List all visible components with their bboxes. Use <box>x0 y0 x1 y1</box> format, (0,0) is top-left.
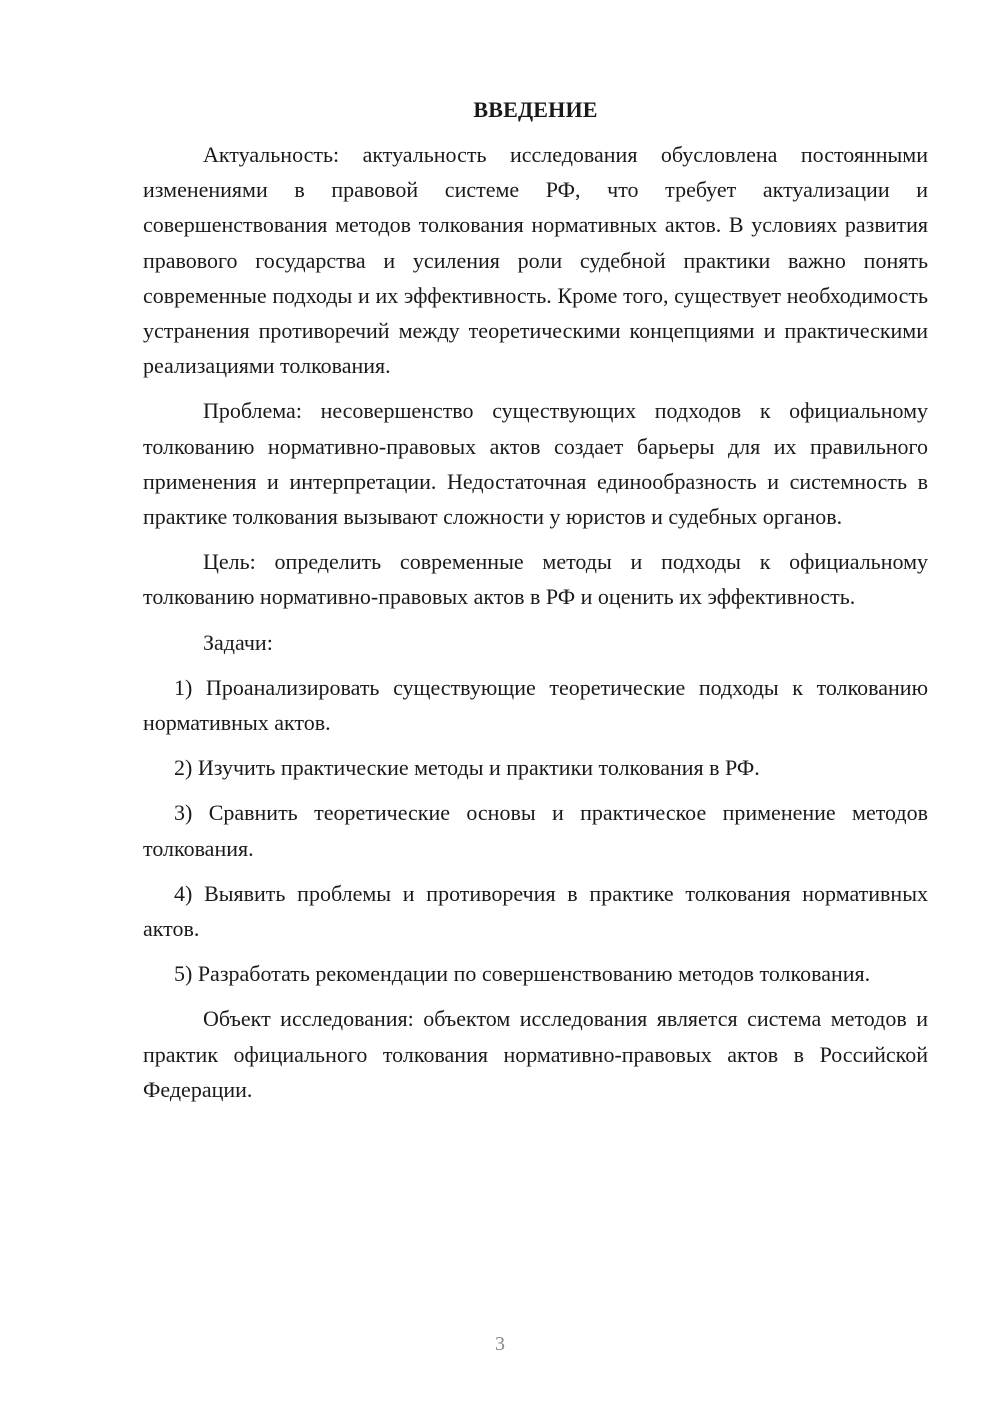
document-page <box>143 95 928 1117</box>
relevance-paragraph: Актуальность: актуальность исследования обусловлена постоянными изменениями в правовой системе РФ, что требует актуализации и совершенствования методов толкования нормативных актов. В условиях развития правового государства и усиления роли судебной практики важно понять современные подходы и их эффективность. Кроме того, существует необходимость устранения противоречий между теоретическими концепциями и практическими реализациями толкования. <box>143 142 928 379</box>
task-item-1: 1) Проанализировать существующие теоретические подходы к толкованию нормативных актов. <box>143 674 928 736</box>
tasks-label: Задачи: <box>203 629 273 655</box>
page-number: 3 <box>495 1333 505 1355</box>
task-item-5: 5) Разработать рекомендации по совершенствованию методов толкования. <box>174 961 871 987</box>
task-item-2: 2) Изучить практические методы и практики толкования в РФ. <box>174 755 760 781</box>
object-paragraph: Объект исследования: объектом исследования является система методов и практик официального толкования нормативно-правовых актов в Российской Федерации. <box>143 1006 928 1102</box>
goal-paragraph: Цель: определить современные методы и подходы к официальному толкованию нормативно-правовых актов в РФ и оценить их эффективность. <box>143 549 928 610</box>
problem-paragraph: Проблема: несовершенство существующих подходов к официальному толкованию нормативно-правовых актов создает барьеры для их правильного применения и интерпретации. Недостаточная единообразность и системность в практике толкования вызывают сложности у юристов и судебных органов. <box>143 398 928 530</box>
section-heading: ВВЕДЕНИЕ <box>473 97 598 122</box>
task-item-4: 4) Выявить проблемы и противоречия в практике толкования нормативных актов. <box>143 880 928 942</box>
tasks-list <box>143 670 928 992</box>
task-item-3: 3) Сравнить теоретические основы и практическое применение методов толкования. <box>143 800 928 861</box>
